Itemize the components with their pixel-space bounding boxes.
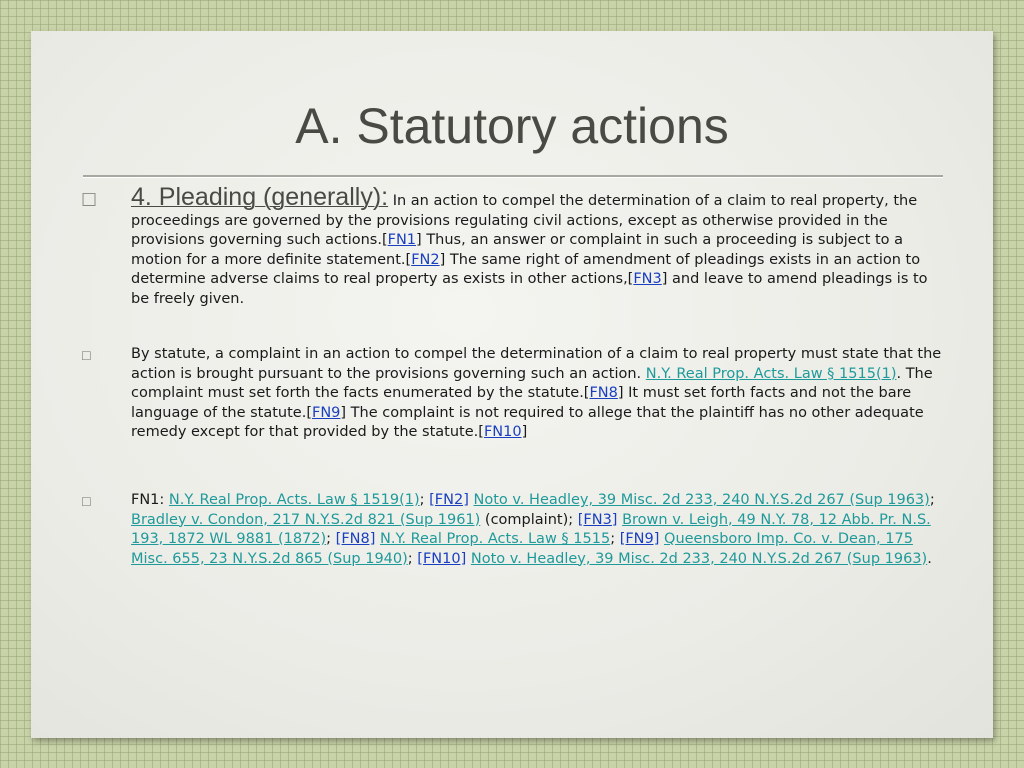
text: ; [929, 492, 935, 508]
checkbox-bullet-icon: ☐ [81, 495, 92, 509]
footnote-link-fn2[interactable]: FN2 [411, 251, 440, 268]
citation-link[interactable]: Bradley v. Condon, 217 N.Y.S.2d 821 (Sup 1961) [131, 511, 481, 528]
bullet-statute [81, 345, 943, 443]
text: ] It must set forth facts and not the bare language of the statute.[ [131, 385, 912, 421]
footnote-link-fn10[interactable]: FN10 [483, 424, 522, 440]
text: FN1: [131, 492, 169, 508]
text: ; [407, 550, 418, 567]
citation-link[interactable]: Noto v. Headley, 39 Misc. 2d 233, 240 N.Y.S.2d 267 (Sup 1963) [473, 492, 930, 508]
text: ; [610, 531, 620, 547]
text: ] [521, 424, 528, 440]
citation-link[interactable]: Brown v. Leigh, 49 N.Y. 78, 12 Abb. Pr. N.S. 193, 1872 WL 9881 (1872) [131, 511, 931, 547]
slide-title: A. Statutory actions [295, 98, 729, 154]
footnote-link-fn1[interactable]: FN1 [387, 232, 417, 248]
citation-link[interactable]: N.Y. Real Prop. Acts. Law § 1515 [380, 531, 611, 547]
text: ; [419, 492, 430, 508]
bullet-text [131, 183, 943, 309]
footnote-link-fn8[interactable]: [FN8] [335, 531, 376, 547]
footnote-link-fn10[interactable]: [FN10] [417, 550, 467, 567]
citation-link[interactable]: Queensboro Imp. Co. v. Dean, 175 Misc. 655, 23 N.Y.S.2d 865 (Sup 1940) [131, 531, 913, 567]
citation-link[interactable]: Noto v. Headley, 39 Misc. 2d 233, 240 N.Y.S.2d 267 (Sup 1963) [470, 550, 928, 567]
checkbox-bullet-icon: ☐ [81, 190, 98, 211]
footnote-link-fn9[interactable]: [FN9] [619, 531, 660, 547]
text: ] Thus, an answer or complaint in such a proceeding is subject to a motion for a more definite statement.[ [131, 232, 904, 268]
footnote-link-fn3[interactable]: [FN3] [577, 511, 618, 528]
text: . The complaint must set forth the facts enumerated by the statute.[ [131, 365, 933, 401]
text: . [927, 550, 932, 567]
text: In an action to compel the determination of a claim to real property, the proceedings are governed by the provisions regulating civil actions, except as otherwise provided in the provisions governing such actions.[ [131, 193, 918, 248]
section-heading: 4. Pleading (generally): [131, 183, 389, 211]
text: ; [326, 531, 336, 547]
text: By statute, a complaint in an action to compel the determination of a claim to real property must state that the action is brought pursuant to the provisions governing such an action. [131, 346, 942, 382]
footnote-link-fn2[interactable]: [FN2] [429, 492, 469, 508]
footnote-link-fn3[interactable]: FN3 [633, 271, 662, 287]
checkbox-bullet-icon: ☐ [81, 349, 92, 363]
bullet-text [131, 345, 943, 443]
footnote-link-fn9[interactable]: FN9 [311, 404, 341, 421]
bullet-footnotes [81, 491, 943, 569]
citation-link[interactable]: N.Y. Real Prop. Acts. Law § 1519(1) [168, 492, 420, 508]
bullet-text [131, 491, 943, 569]
bullet-pleading [81, 183, 943, 309]
footnote-link-fn8[interactable]: FN8 [589, 385, 618, 401]
text: ] and leave to amend pleadings is to be freely given. [131, 271, 928, 307]
title-divider [83, 175, 943, 178]
text: ] The complaint is not required to allege that the plaintiff has no other adequate remedy except for that provided by the statute.[ [131, 404, 924, 440]
citation-link[interactable]: N.Y. Real Prop. Acts. Law § 1515(1) [645, 365, 897, 382]
slide [31, 31, 993, 738]
text: (complaint); [480, 511, 578, 528]
text: ] The same right of amendment of pleadings exists in an action to determine adverse claims to real property as exists in other actions,[ [131, 251, 921, 287]
